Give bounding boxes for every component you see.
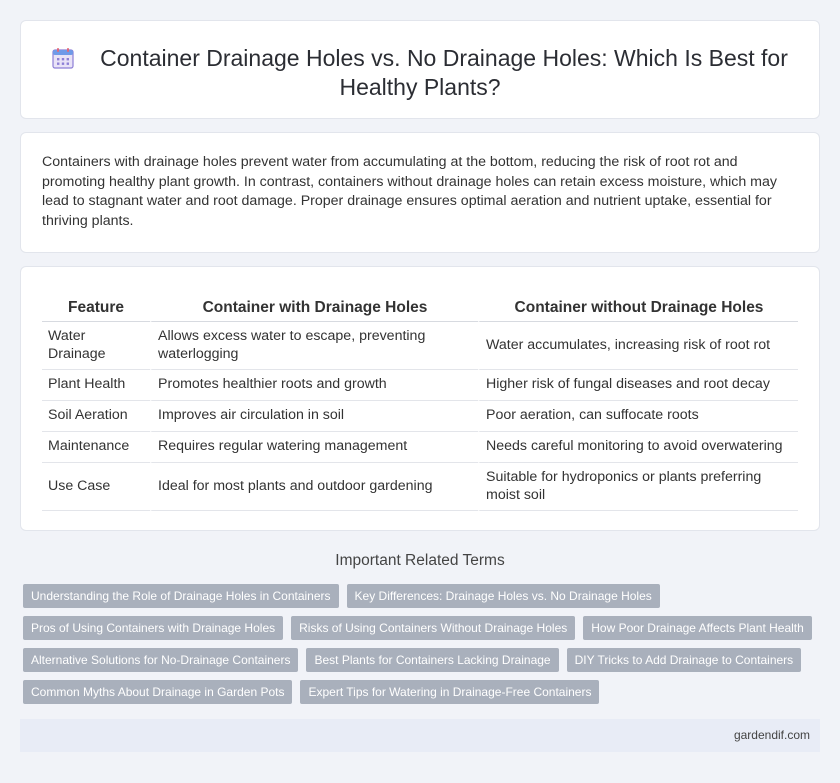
related-term-link[interactable]: Common Myths About Drainage in Garden Pots	[23, 680, 292, 704]
table-cell: Promotes healthier roots and growth	[150, 370, 478, 401]
intro-text: Containers with drainage holes prevent water from accumulating at the bottom, reducing the risk of root rot and promoting healthy plant growth. In contrast, containers without drainage holes can retain excess moisture, which may lead to stagnant water and root damage. Proper drainage ensures optimal aeration and nutrient uptake, essential for thriving plants.	[42, 154, 777, 229]
table-row	[42, 401, 798, 432]
page-title	[41, 44, 799, 102]
table-cell: Use Case	[42, 463, 150, 511]
comparison-card	[20, 266, 820, 531]
table-cell: Water Drainage	[42, 322, 150, 370]
table-cell: Improves air circulation in soil	[150, 401, 478, 432]
table-cell: Plant Health	[42, 370, 150, 401]
comparison-table	[42, 295, 798, 511]
header-card	[20, 20, 820, 119]
table-cell: Suitable for hydroponics or plants preferring moist soil	[478, 463, 798, 511]
related-term-link[interactable]: Risks of Using Containers Without Drainage Holes	[291, 616, 575, 640]
table-row	[42, 463, 798, 511]
table-row	[42, 322, 798, 370]
column-header-without-holes: Container without Drainage Holes	[478, 295, 798, 322]
table-row	[42, 432, 798, 463]
related-term-link[interactable]: How Poor Drainage Affects Plant Health	[583, 616, 812, 640]
footer-site-link[interactable]: gardendif.com	[733, 728, 810, 742]
column-header-feature: Feature	[42, 295, 150, 322]
related-term-link[interactable]: Pros of Using Containers with Drainage Holes	[23, 616, 283, 640]
column-header-with-holes: Container with Drainage Holes	[150, 295, 478, 322]
table-cell: Allows excess water to escape, preventing waterlogging	[150, 322, 478, 370]
page-title-text: Container Drainage Holes vs. No Drainage Holes: Which Is Best for Healthy Plants?	[100, 45, 788, 100]
related-term-link[interactable]: Best Plants for Containers Lacking Drainage	[306, 648, 558, 672]
table-header-row	[42, 295, 798, 322]
table-cell: Higher risk of fungal diseases and root decay	[478, 370, 798, 401]
table-cell: Soil Aeration	[42, 401, 150, 432]
intro-card	[20, 132, 820, 253]
related-term-link[interactable]: Understanding the Role of Drainage Holes in Containers	[23, 584, 339, 608]
footer	[20, 719, 820, 752]
table-cell: Needs careful monitoring to avoid overwatering	[478, 432, 798, 463]
related-terms-list	[23, 584, 823, 712]
table-cell: Ideal for most plants and outdoor gardening	[150, 463, 478, 511]
table-cell: Poor aeration, can suffocate roots	[478, 401, 798, 432]
related-terms-heading: Important Related Terms	[335, 552, 505, 569]
calendar-icon	[52, 47, 74, 69]
table-row	[42, 370, 798, 401]
table-cell: Water accumulates, increasing risk of root rot	[478, 322, 798, 370]
related-term-link[interactable]: Expert Tips for Watering in Drainage-Free Containers	[300, 680, 599, 704]
related-term-link[interactable]: Key Differences: Drainage Holes vs. No Drainage Holes	[347, 584, 660, 608]
table-cell: Requires regular watering management	[150, 432, 478, 463]
related-term-link[interactable]: Alternative Solutions for No-Drainage Containers	[23, 648, 298, 672]
table-cell: Maintenance	[42, 432, 150, 463]
related-term-link[interactable]: DIY Tricks to Add Drainage to Containers	[567, 648, 802, 672]
